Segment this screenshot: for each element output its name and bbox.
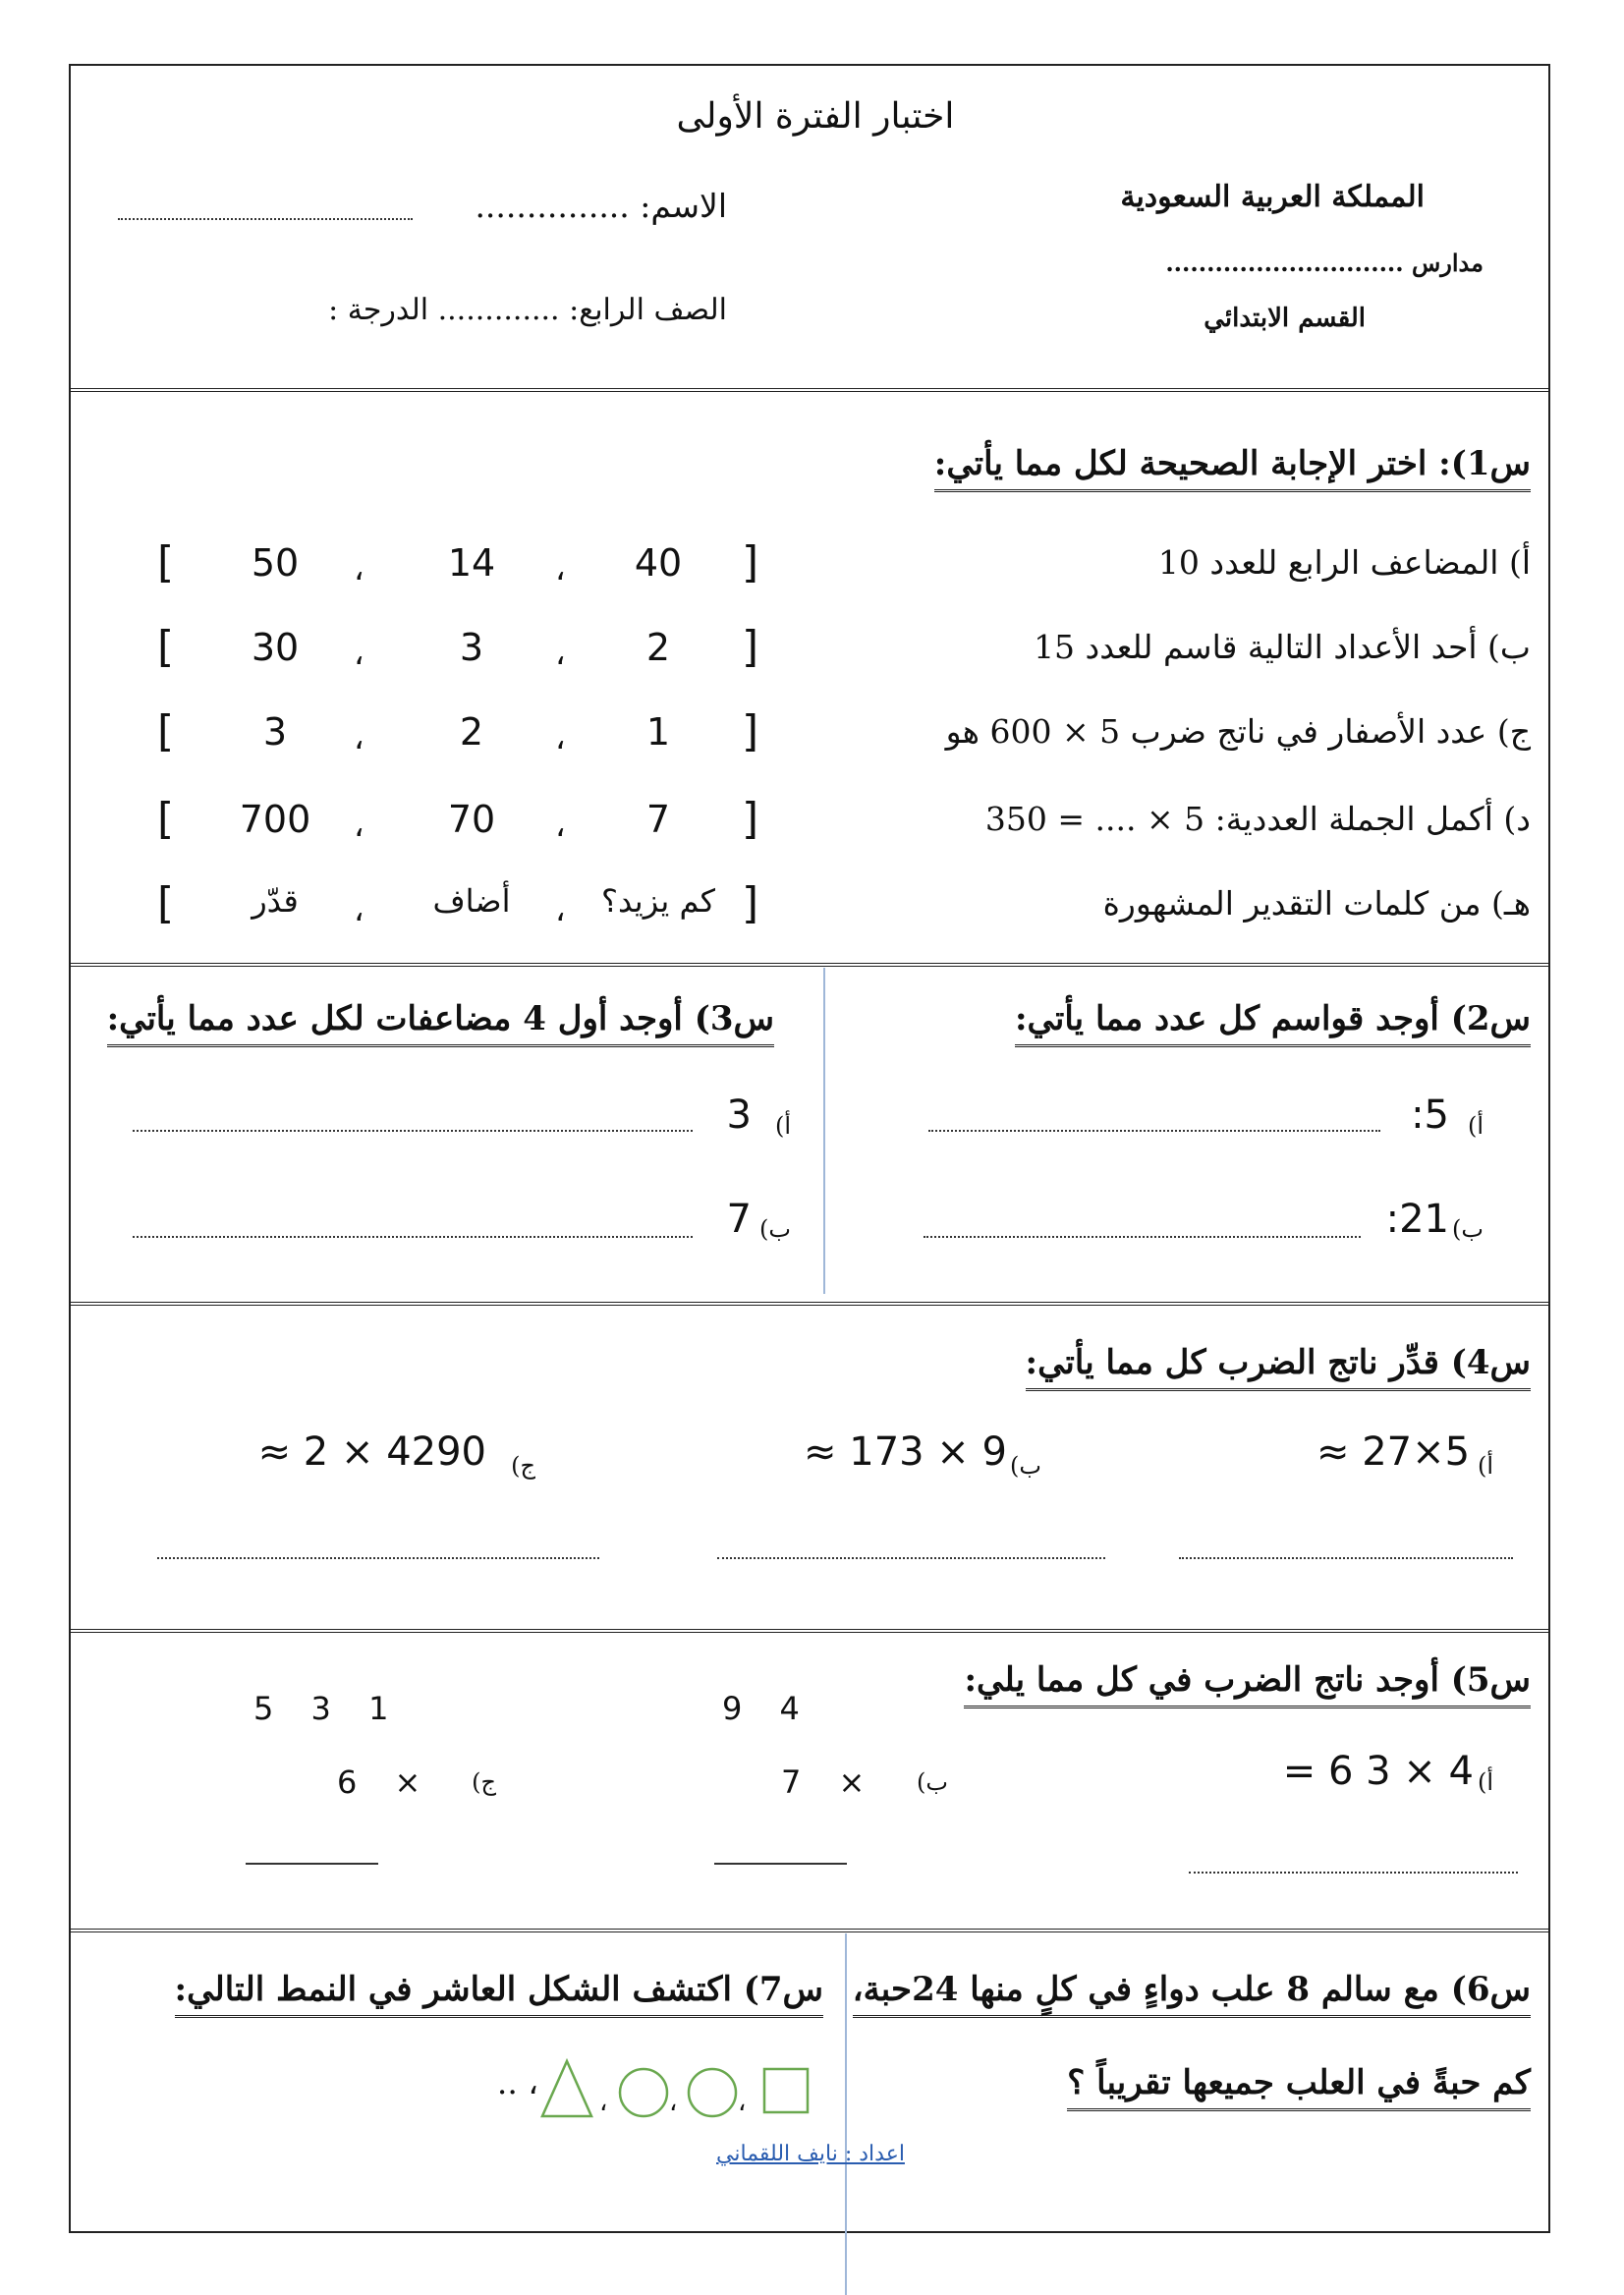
- q1-separator: ،: [555, 718, 566, 756]
- q2-item-a-label: أ): [1467, 1112, 1484, 1140]
- q1-separator: ،: [555, 634, 566, 672]
- q2-item-b-value: :21: [1385, 1197, 1449, 1242]
- q1-option[interactable]: أضاف: [432, 882, 511, 920]
- q1-separator: ،: [354, 890, 364, 928]
- q3-title: س3) أوجد أول 4 مضاعفات لكل عدد مما يأتي:: [107, 999, 774, 1047]
- q7-title: س7) اكتشف الشكل العاشر في النمط التالي:: [175, 1970, 823, 2018]
- grade-label: الصف الرابع: ............. الدرجة :: [328, 293, 727, 327]
- q1-option[interactable]: 30: [251, 626, 300, 669]
- q4-divider: [69, 1629, 1550, 1633]
- q5-item-c-line: [246, 1863, 378, 1865]
- q1-bracket-open: [: [157, 878, 175, 928]
- q1-question: أ) المضاعف الرابع للعدد 10: [1157, 543, 1531, 582]
- svg-text:،: ،: [669, 2088, 678, 2117]
- q1-option[interactable]: 14: [447, 541, 496, 585]
- q1-bracket-close: ]: [742, 537, 759, 588]
- page-title: اختبار الفترة الأولى: [676, 96, 955, 137]
- q4-item-b-answer[interactable]: [717, 1557, 1105, 1559]
- q1-option[interactable]: 700: [239, 798, 311, 841]
- q1-option[interactable]: قدّر: [252, 882, 299, 920]
- q1-question: د) أكمل الجملة العددية: 5 × .... = 350: [984, 800, 1531, 838]
- q4-item-b-expr: ≈ 173 × 9: [804, 1429, 1007, 1475]
- q7-pattern: [538, 2053, 833, 2122]
- svg-text:،: ،: [599, 2088, 608, 2117]
- q5-item-b-top: 9 4: [722, 1690, 813, 1727]
- q1-option[interactable]: 1: [645, 710, 671, 754]
- q3-item-b-label: ب): [759, 1215, 791, 1243]
- q5-item-b-line: [714, 1863, 847, 1865]
- q7-pattern-tail: .. ،: [496, 2063, 538, 2101]
- q1-question: ب) أحد الأعداد التالية قاسم للعدد 15: [1034, 628, 1531, 666]
- q1-separator: ،: [354, 718, 364, 756]
- q2-item-a-value: :5: [1411, 1092, 1449, 1138]
- q5-item-b-bottom: 7 ×: [781, 1763, 879, 1801]
- q3-item-a-label: أ): [774, 1112, 791, 1140]
- q4-item-a-answer[interactable]: [1179, 1557, 1513, 1559]
- q5-item-a-expr: = 6 3 × 4: [1282, 1749, 1474, 1794]
- q2-title: س2) أوجد قواسم كل عدد مما يأتي:: [1015, 999, 1531, 1047]
- q3-item-a-answer[interactable]: [133, 1130, 693, 1132]
- q5-divider: [69, 1929, 1550, 1932]
- q1-bracket-open: [: [157, 794, 175, 844]
- q1-separator: ،: [354, 634, 364, 672]
- q4-title: س4) قدِّر ناتج الضرب كل مما يأتي:: [1026, 1343, 1531, 1391]
- q1-divider: [69, 963, 1550, 967]
- q4-item-a-expr: ≈ 27×5: [1316, 1429, 1471, 1475]
- q5-item-c-label: ج): [472, 1768, 496, 1796]
- q1-question: ج) عدد الأصفار في ناتج ضرب 5 × 600 هو: [945, 712, 1531, 751]
- q5-item-a-answer[interactable]: [1189, 1872, 1518, 1874]
- q1-bracket-close: ]: [742, 794, 759, 844]
- q6-line1: س6) مع سالم 8 علب دواءٍ في كلٍ منها 24حبة،: [853, 1970, 1531, 2018]
- q1-option[interactable]: 2: [459, 710, 484, 754]
- q4-item-b-label: ب): [1010, 1452, 1041, 1480]
- q1-question: هـ) من كلمات التقدير المشهورة: [1102, 884, 1531, 923]
- q1-separator: ،: [555, 806, 566, 844]
- q6-line2: كم حبةً في العلب جميعها تقريباً ؟: [1067, 2063, 1531, 2111]
- q2-item-b-label: ب): [1452, 1215, 1484, 1243]
- q1-bracket-close: ]: [742, 622, 759, 672]
- q1-option[interactable]: 50: [251, 541, 300, 585]
- q5-item-a-label: أ): [1477, 1768, 1493, 1796]
- q4-item-c-expr: ≈ 2 × 4290: [257, 1429, 486, 1475]
- q1-separator: ،: [555, 549, 566, 588]
- kingdom-label: المملكة العربية السعودية: [1120, 180, 1425, 214]
- column-divider-q6-q7: [845, 1933, 847, 2295]
- q1-bracket-open: [: [157, 537, 175, 588]
- q1-option[interactable]: 2: [645, 626, 671, 669]
- schools-label: مدارس .............................: [1165, 249, 1484, 277]
- credit-link[interactable]: اعداد : نايف اللقماني: [716, 2142, 905, 2166]
- q1-bracket-open: [: [157, 706, 175, 756]
- q1-title: س1): اختر الإجابة الصحيحة لكل مما يأتي:: [934, 444, 1531, 492]
- q2-item-a-answer[interactable]: [928, 1130, 1380, 1132]
- q1-bracket-open: [: [157, 622, 175, 672]
- circle-shape: [620, 2069, 667, 2116]
- q1-option[interactable]: 7: [645, 798, 671, 841]
- q1-bracket-close: ]: [742, 878, 759, 928]
- q5-item-b-label: ب): [917, 1768, 948, 1796]
- name-line: [118, 218, 413, 220]
- q2-item-b-answer[interactable]: [924, 1236, 1361, 1238]
- q4-item-c-answer[interactable]: [157, 1557, 599, 1559]
- q1-option[interactable]: 3: [459, 626, 484, 669]
- section-label: القسم الابتدائي: [1204, 304, 1366, 333]
- q1-option[interactable]: 40: [634, 541, 683, 585]
- triangle-shape: [542, 2061, 591, 2116]
- q3-item-a-value: 3: [726, 1092, 752, 1138]
- q23-divider: [69, 1302, 1550, 1306]
- q1-option[interactable]: 3: [262, 710, 288, 754]
- q3-item-b-answer[interactable]: [133, 1236, 693, 1238]
- q5-item-c-bottom: 6 ×: [337, 1763, 435, 1801]
- column-divider-q2-q3: [823, 968, 825, 1294]
- q5-title: س5) أوجد ناتج الضرب في كل مما يلي:: [964, 1660, 1531, 1708]
- name-label: الاسم: ...............: [475, 187, 727, 225]
- header-divider: [69, 388, 1550, 392]
- q1-separator: ،: [354, 806, 364, 844]
- q4-item-a-label: أ): [1477, 1452, 1493, 1480]
- svg-text:،: ،: [738, 2088, 747, 2117]
- q3-item-b-value: 7: [726, 1197, 752, 1242]
- q1-option[interactable]: 70: [447, 798, 496, 841]
- q1-separator: ،: [354, 549, 364, 588]
- q4-item-c-label: ج): [511, 1452, 535, 1480]
- q1-separator: ،: [555, 890, 566, 928]
- q1-option[interactable]: كم يزيد؟: [601, 882, 715, 920]
- square-shape: [764, 2069, 808, 2112]
- q5-item-c-top: 5 3 1: [253, 1690, 403, 1727]
- q1-bracket-close: ]: [742, 706, 759, 756]
- circle-shape: [689, 2069, 736, 2116]
